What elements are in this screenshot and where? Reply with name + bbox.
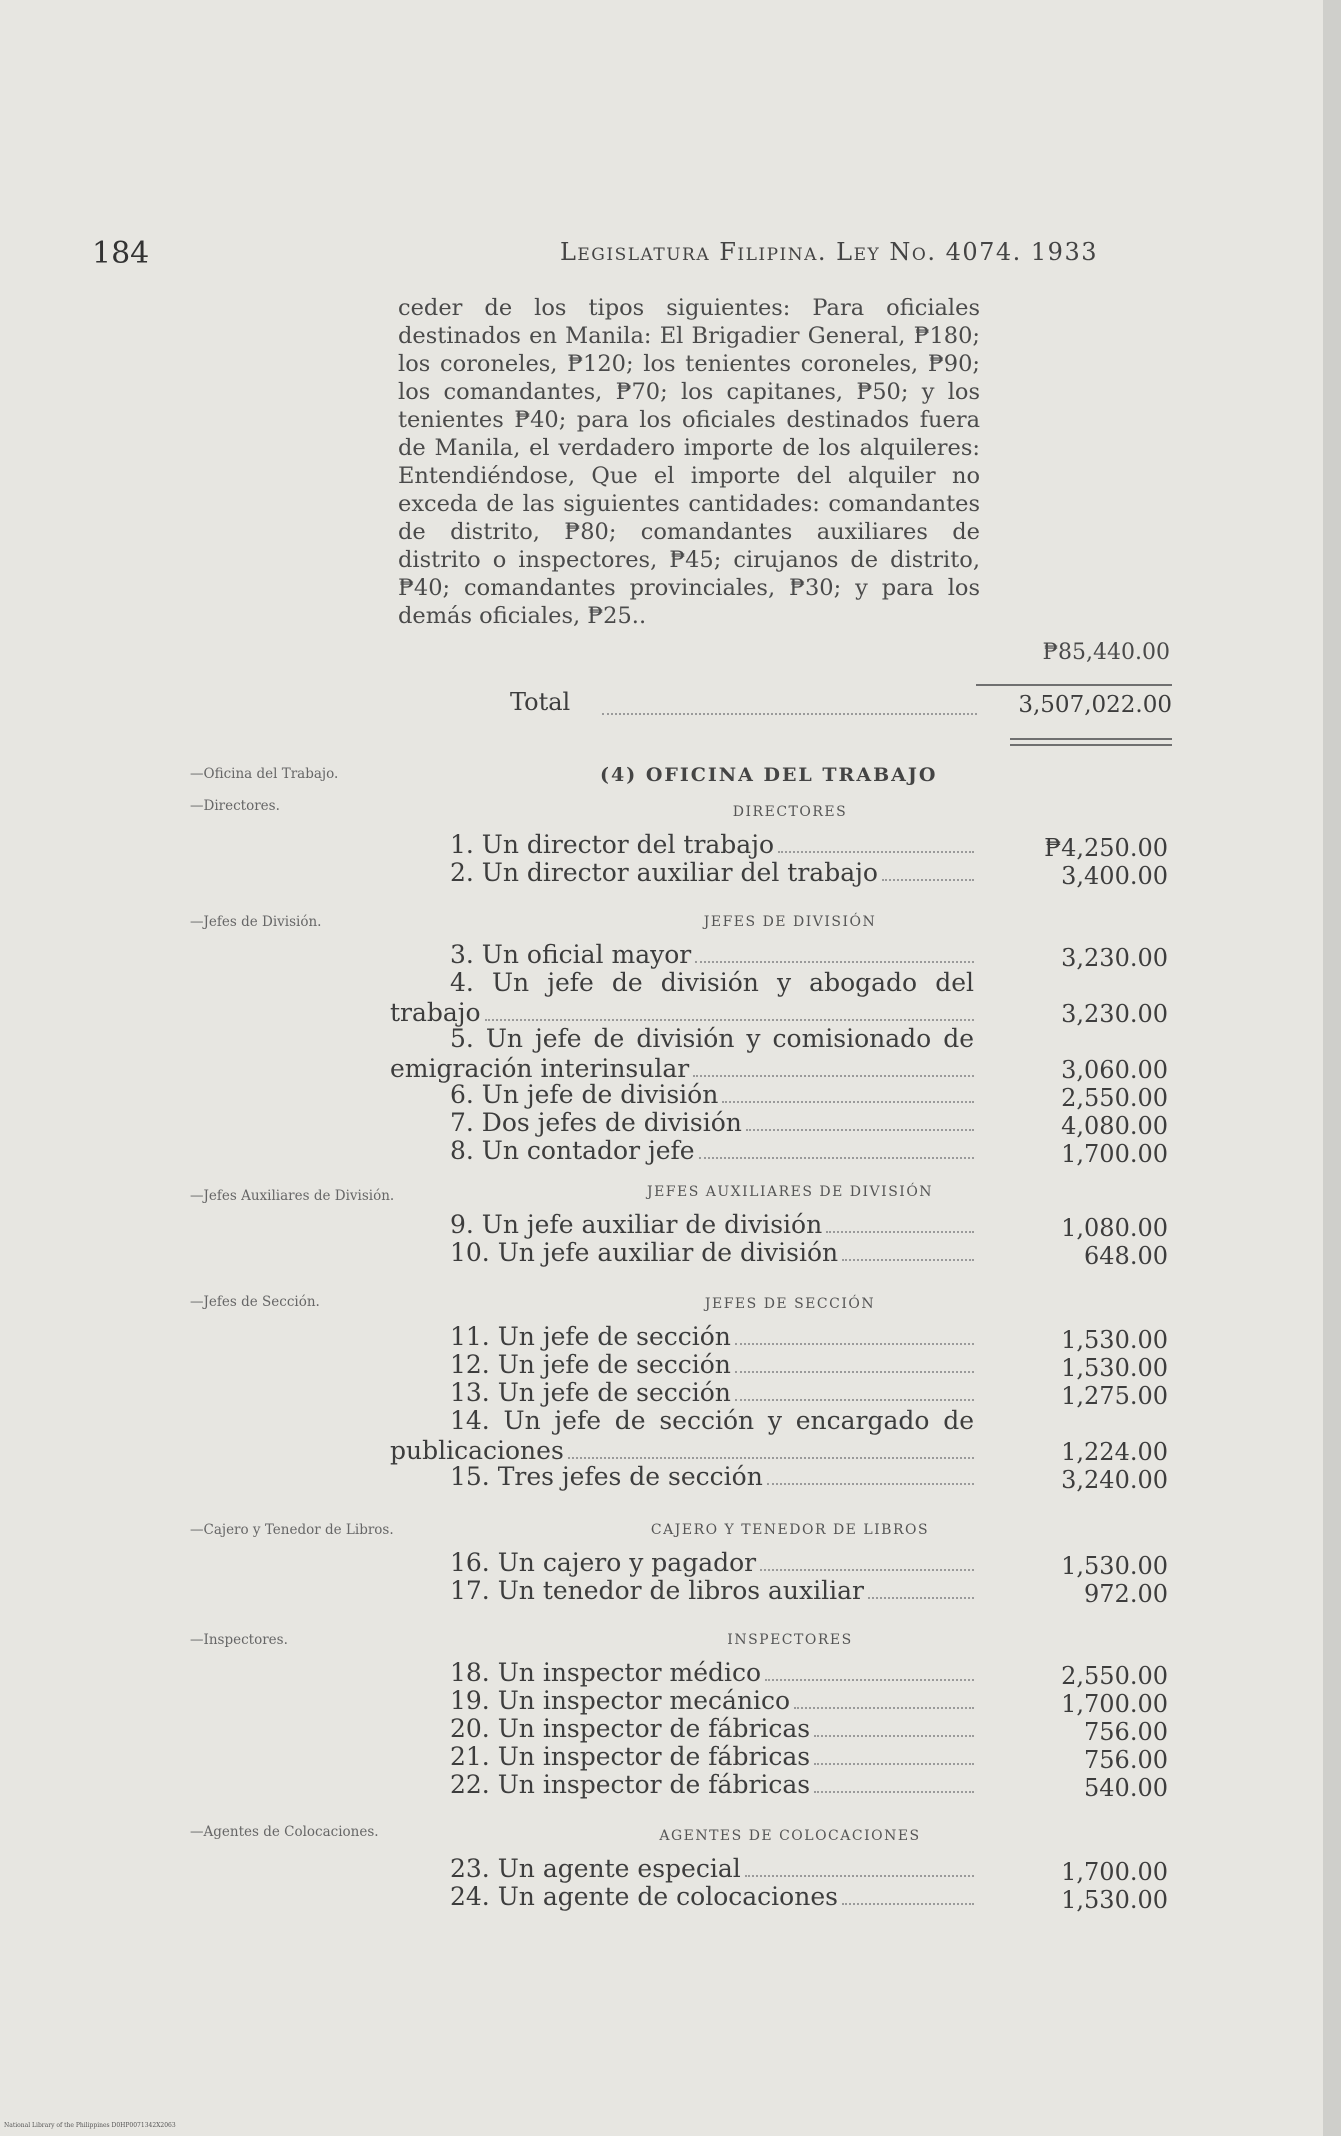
line-item [390, 1024, 974, 1084]
line-item [390, 1080, 974, 1110]
line-item [390, 1462, 974, 1492]
dot-leader [746, 1129, 974, 1131]
dot-leader [842, 1259, 974, 1261]
dot-leader [868, 1597, 974, 1599]
paragraph-amount: ₱85,440.00 [1042, 640, 1170, 665]
line-item [390, 1742, 974, 1772]
item-text: 8. Un contador jefe [450, 1136, 695, 1165]
line-item [390, 940, 974, 970]
item-amount: 756.00 [1084, 1746, 1168, 1774]
item-amount: 1,080.00 [1061, 1214, 1168, 1242]
total-amount: 3,507,022.00 [1018, 692, 1172, 718]
margin-note: —Jefes de División. [190, 914, 322, 930]
dot-leader [814, 1763, 974, 1765]
section-title: (4) OFICINA DEL TRABAJO [600, 764, 938, 786]
line-item [390, 1136, 974, 1166]
item-amount: 1,224.00 [1061, 1438, 1168, 1466]
subtotal-rule [976, 684, 1172, 686]
item-text: 3. Un oficial mayor [450, 940, 692, 969]
item-text: 16. Un cajero y pagador [450, 1548, 757, 1577]
item-amount: 1,530.00 [1061, 1354, 1168, 1382]
dot-leader [765, 1679, 974, 1681]
group-heading: INSPECTORES [727, 1632, 853, 1648]
item-amount: 3,230.00 [1061, 1000, 1168, 1028]
line-item [390, 1714, 974, 1744]
item-amount: 1,700.00 [1061, 1858, 1168, 1886]
item-amount: 1,530.00 [1061, 1552, 1168, 1580]
line-item [390, 1350, 974, 1380]
dot-leader [735, 1343, 974, 1345]
item-amount: 3,060.00 [1061, 1056, 1168, 1084]
item-text-continuation: publicaciones [390, 1436, 564, 1465]
dot-leader [826, 1231, 974, 1233]
item-text: 2. Un director auxiliar del trabajo [450, 858, 878, 887]
dot-leader [767, 1483, 974, 1485]
running-head: Legislatura Filipina. Ley No. 4074. 1933 [559, 238, 1098, 266]
body-paragraph: ceder de los tipos siguientes: Para oficiales destinados en Manila: El Brigadier General, ₱180; los coroneles, ₱120; los tenientes coroneles, ₱90; los comandantes, ₱70; los capitanes, ₱50; y los tenientes ₱40; para los oficiales destinados fuera de Manila, el verdadero importe de los alquileres: Entendiéndose, Que el importe del alquiler no exceda de las siguientes cantidades: comandantes de distrito, ₱80; comandantes auxiliares de distrito o inspectores, ₱45; cirujanos de distrito, ₱40; comandantes provinciales, ₱30; y para los demás oficiales, ₱25.. [398, 295, 980, 629]
dot-leader [814, 1791, 974, 1793]
item-amount: 1,530.00 [1061, 1886, 1168, 1914]
dot-leader [695, 961, 974, 963]
dot-leader [722, 1101, 974, 1103]
total-label: Total [510, 688, 571, 716]
item-text: 17. Un tenedor de libros auxiliar [450, 1576, 864, 1605]
line-item [390, 1882, 974, 1912]
item-amount: 756.00 [1084, 1718, 1168, 1746]
dot-leader [760, 1569, 974, 1571]
item-text: 13. Un jefe de sección [450, 1378, 731, 1407]
dot-leader [842, 1903, 974, 1905]
item-text: 5. Un jefe de división y comisionado de [450, 1024, 974, 1053]
item-amount: 1,700.00 [1061, 1140, 1168, 1168]
item-amount: 540.00 [1084, 1774, 1168, 1802]
item-amount: 1,530.00 [1061, 1326, 1168, 1354]
line-item [390, 858, 974, 888]
group-heading: JEFES AUXILIARES DE DIVISIÓN [646, 1184, 934, 1200]
line-item [390, 1686, 974, 1716]
item-text: 1. Un director del trabajo [450, 830, 775, 859]
margin-note-oficina: —Oficina del Trabajo. [190, 766, 339, 782]
group-heading: CAJERO Y TENEDOR DE LIBROS [650, 1522, 930, 1538]
item-text: 18. Un inspector médico [450, 1658, 762, 1687]
item-text: 20. Un inspector de fábricas [450, 1714, 811, 1743]
page-edge [1323, 0, 1341, 2136]
item-text: 4. Un jefe de división y abogado del [450, 968, 974, 997]
dot-leader [745, 1875, 974, 1877]
margin-note: —Jefes de Sección. [190, 1294, 320, 1310]
margin-note: —Agentes de Colocaciones. [190, 1824, 379, 1840]
line-item [390, 1854, 974, 1884]
item-text: 12. Un jefe de sección [450, 1350, 731, 1379]
dot-leader [699, 1157, 974, 1159]
page-header [92, 236, 1098, 276]
item-amount: 1,700.00 [1061, 1690, 1168, 1718]
group-heading: AGENTES DE COLOCACIONES [659, 1828, 921, 1844]
margin-note: —Inspectores. [190, 1632, 288, 1648]
item-text: 23. Un agente especial [450, 1854, 741, 1883]
margin-note: —Directores. [190, 798, 280, 814]
item-amount: ₱4,250.00 [1044, 834, 1168, 862]
dot-leader [735, 1371, 974, 1373]
item-text-continuation: emigración interinsular [390, 1054, 690, 1083]
total-leader [602, 713, 977, 715]
total-double-rule-bottom [1010, 744, 1172, 746]
item-amount: 3,400.00 [1061, 862, 1168, 890]
page-number: 184 [92, 236, 150, 271]
dot-leader [778, 851, 974, 853]
line-item [390, 1322, 974, 1352]
line-item [390, 1770, 974, 1800]
margin-note: —Jefes Auxiliares de División. [190, 1188, 395, 1204]
line-item [390, 1406, 974, 1466]
dot-leader [814, 1735, 974, 1737]
item-text: 22. Un inspector de fábricas [450, 1770, 811, 1799]
item-text: 15. Tres jefes de sección [450, 1462, 763, 1491]
line-item [390, 1378, 974, 1408]
item-amount: 2,550.00 [1061, 1084, 1168, 1112]
item-amount: 3,230.00 [1061, 944, 1168, 972]
line-item [390, 830, 974, 860]
margin-note: —Cajero y Tenedor de Libros. [190, 1522, 394, 1538]
item-amount: 3,240.00 [1061, 1466, 1168, 1494]
group-heading: JEFES DE SECCIÓN [704, 1296, 876, 1312]
line-item [390, 968, 974, 1028]
dot-leader [735, 1399, 974, 1401]
dot-leader [568, 1457, 974, 1459]
dot-leader [485, 1019, 974, 1021]
item-text: 21. Un inspector de fábricas [450, 1742, 811, 1771]
item-text: 11. Un jefe de sección [450, 1322, 731, 1351]
item-text: 9. Un jefe auxiliar de división [450, 1210, 823, 1239]
item-text: 7. Dos jefes de división [450, 1108, 742, 1137]
line-item [390, 1576, 974, 1606]
item-text: 14. Un jefe de sección y encargado de [450, 1406, 974, 1435]
group-heading: DIRECTORES [732, 804, 848, 820]
item-text: 6. Un jefe de división [450, 1080, 719, 1109]
item-amount: 648.00 [1084, 1242, 1168, 1270]
item-text: 24. Un agente de colocaciones [450, 1882, 838, 1911]
dot-leader [693, 1075, 974, 1077]
archive-footer: National Library of the Philippines D0HP0071342X2063 [4, 2122, 176, 2129]
item-amount: 1,275.00 [1061, 1382, 1168, 1410]
item-amount: 4,080.00 [1061, 1112, 1168, 1140]
item-amount: 2,550.00 [1061, 1662, 1168, 1690]
line-item [390, 1238, 974, 1268]
total-double-rule-top [1010, 738, 1172, 740]
line-item [390, 1658, 974, 1688]
item-text-continuation: trabajo [390, 998, 481, 1027]
item-text: 10. Un jefe auxiliar de división [450, 1238, 839, 1267]
dot-leader [794, 1707, 974, 1709]
item-text: 19. Un inspector mecánico [450, 1686, 791, 1715]
dot-leader [882, 879, 974, 881]
line-item [390, 1108, 974, 1138]
line-item [390, 1210, 974, 1240]
item-amount: 972.00 [1084, 1580, 1168, 1608]
group-heading: JEFES DE DIVISIÓN [703, 914, 877, 930]
line-item [390, 1548, 974, 1578]
